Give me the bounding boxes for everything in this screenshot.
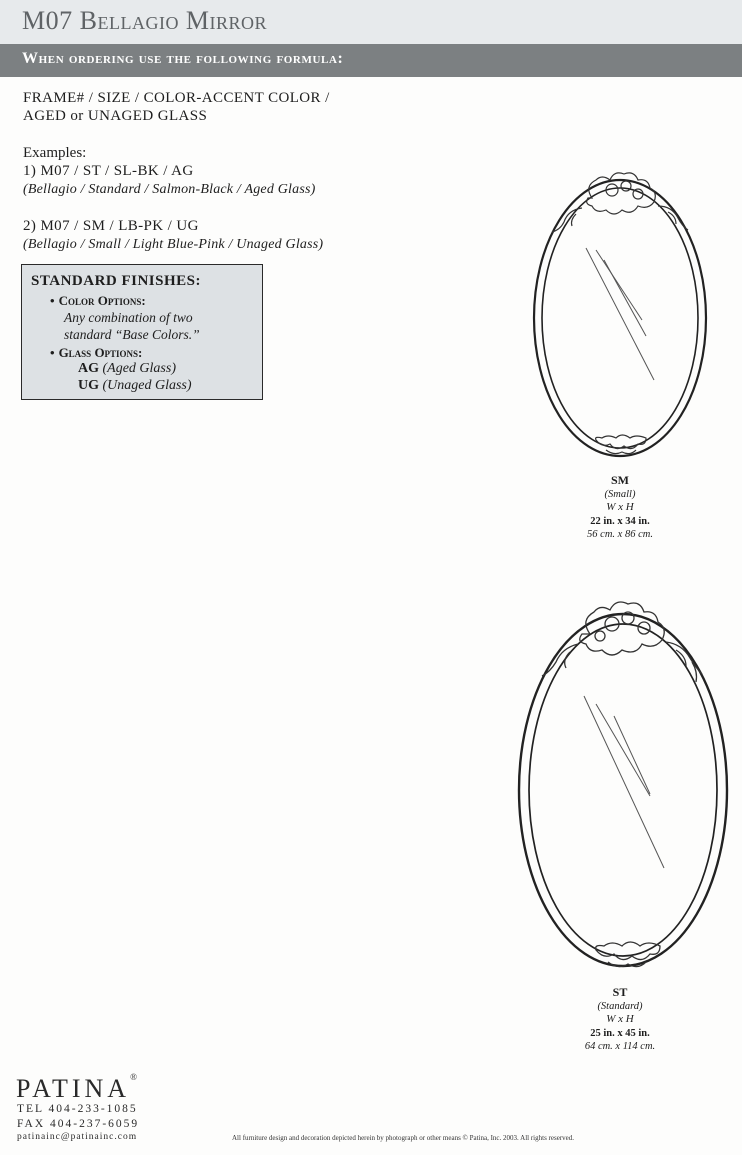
glass-option-ag: AG (Aged Glass) xyxy=(78,361,176,376)
formula-line-1: FRAME# / SIZE / COLOR-ACCENT COLOR / xyxy=(23,90,330,106)
registered-mark: ® xyxy=(130,1072,137,1082)
color-options-desc-2: standard “Base Colors.” xyxy=(64,327,200,342)
example-2-code: 2) M07 / SM / LB-PK / UG xyxy=(23,218,199,234)
glass-option-ug: UG (Unaged Glass) xyxy=(78,378,192,393)
standard-finishes-box xyxy=(21,264,263,400)
bullet-icon: • xyxy=(50,293,55,308)
mirror-standard-illustration xyxy=(512,596,734,980)
size-sm-spec xyxy=(560,474,680,542)
example-1-code: 1) M07 / ST / SL-BK / AG xyxy=(23,163,194,179)
size-st-spec xyxy=(560,986,680,1054)
page-title: M07 Bellagio Mirror xyxy=(22,6,268,35)
size-code: ST xyxy=(612,985,628,999)
bullet-icon: • xyxy=(50,345,55,360)
contact-email[interactable]: patinainc@patinainc.com xyxy=(17,1132,138,1142)
example-1-desc: (Bellagio / Standard / Salmon-Black / Aged Glass) xyxy=(23,182,316,197)
formula-heading: When ordering use the following formula: xyxy=(22,50,344,67)
contact-fax: FAX 404-237-6059 xyxy=(17,1118,140,1130)
examples-label: Examples: xyxy=(23,145,87,161)
glass-options-label: • Glass Options: xyxy=(50,345,143,360)
size-cm: 56 cm. x 86 cm. xyxy=(587,529,653,540)
size-inches: 25 in. x 45 in. xyxy=(590,1027,650,1039)
copyright-notice: All furniture design and decoration depicted herein by photograph or other means © Patina, Inc. 2003. All rights reserved. xyxy=(232,1134,575,1142)
color-options-label: • Color Options: xyxy=(50,293,146,308)
color-options-desc-1: Any combination of two xyxy=(64,310,193,325)
formula-line-2: AGED or UNAGED GLASS xyxy=(23,108,208,124)
size-name: (Standard) xyxy=(597,1000,643,1012)
size-cm: 64 cm. x 114 cm. xyxy=(584,1041,656,1052)
dims-label: W x H xyxy=(606,501,634,513)
dims-label: W x H xyxy=(606,1013,634,1025)
finishes-title: STANDARD FINISHES: xyxy=(31,273,202,289)
size-code: SM xyxy=(611,473,629,487)
mirror-small-illustration xyxy=(522,168,718,464)
contact-tel: TEL 404-233-1085 xyxy=(17,1103,138,1115)
size-name: (Small) xyxy=(604,488,636,500)
patina-logo: PATINA® xyxy=(16,1072,137,1103)
example-2-desc: (Bellagio / Small / Light Blue-Pink / Unaged Glass) xyxy=(23,237,324,252)
order-formula xyxy=(23,89,330,125)
size-inches: 22 in. x 34 in. xyxy=(590,515,650,527)
